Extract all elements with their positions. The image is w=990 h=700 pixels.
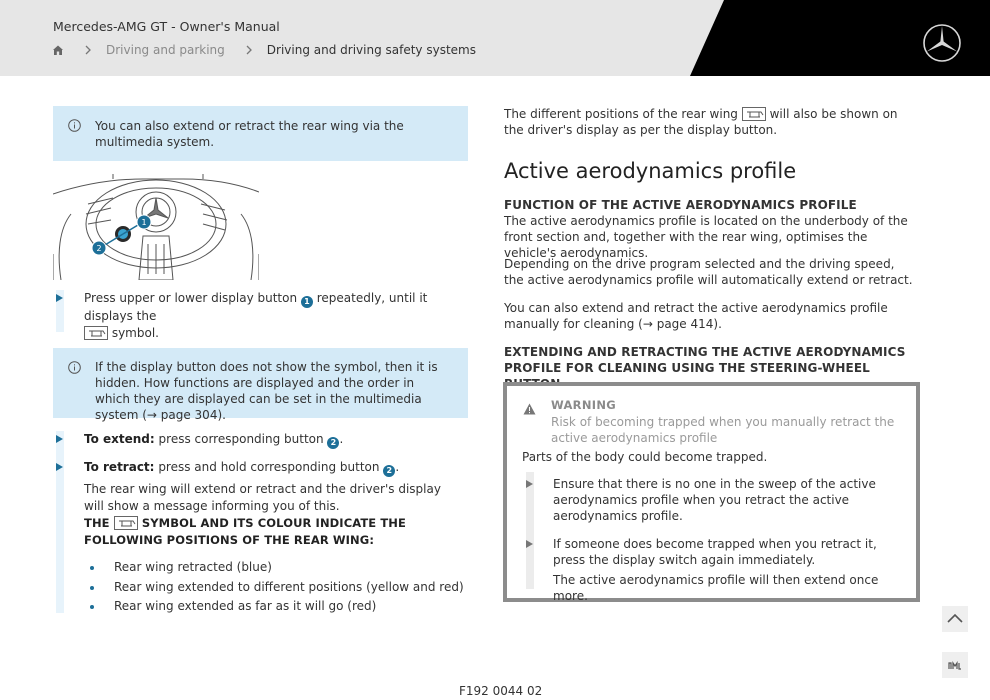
warning-risk: Risk of becoming trapped when you manually retract the active aerodynamics profile — [551, 415, 895, 445]
section-heading: Active aerodynamics profile — [504, 159, 797, 183]
info-icon — [68, 361, 81, 374]
warning-box — [503, 382, 920, 602]
steering-wheel-illustration — [53, 174, 259, 280]
chevron-up-icon — [942, 606, 968, 632]
warning-step-trapped: If someone does become trapped when you retract it, press the display switch again immediately. The active aerodynamics profile will then extend once more. — [526, 536, 896, 604]
warning-step-ensure: Ensure that there is no one in the sweep of the active aerodynamics profile when you retract the active aerodynamics profile. — [526, 476, 896, 524]
extending-heading: EXTENDING AND RETRACTING THE ACTIVE AERODYNAMICS PROFILE FOR CLEANING USING THE STEERING-WHEEL — [504, 345, 906, 375]
rear-wing-symbol-icon — [114, 516, 138, 530]
info-icon — [68, 119, 81, 132]
rear-wing-symbol-icon — [84, 326, 108, 340]
breadcrumb — [52, 42, 476, 58]
breadcrumb-item-driving-and-parking[interactable]: Driving and parking — [106, 43, 225, 57]
rear-wing-intro: The different positions of the rear wing will also be shown on the driver's display as per the display button. — [504, 107, 898, 137]
step-arrow-icon — [56, 294, 63, 302]
info-text: You can also extend or retract the rear wing via the multimedia system. — [95, 119, 404, 149]
home-icon[interactable] — [52, 44, 64, 56]
info-box-hidden-symbol — [53, 348, 468, 422]
button-badge-2: 2 — [327, 437, 339, 449]
step-arrow-icon — [56, 463, 63, 471]
page-number-icon — [942, 652, 968, 678]
illustration-badge-2: 2 — [96, 244, 102, 253]
info-box-multimedia — [53, 106, 468, 161]
chevron-right-icon — [84, 45, 92, 55]
warning-step-result: The active aerodynamics profile will then extend once more. — [553, 573, 879, 603]
warning-triangle-icon — [523, 403, 536, 415]
step-arrow-icon — [526, 540, 533, 548]
rear-wing-symbol-icon — [742, 107, 766, 121]
page-number-button[interactable] — [942, 652, 968, 678]
illustration-badge-1: 1 — [141, 218, 147, 227]
mercedes-star-icon[interactable] — [922, 23, 962, 63]
image-reference-code: F192 0044 02 — [459, 684, 543, 698]
list-item: Rear wing retracted (blue) — [88, 558, 464, 578]
breadcrumb-item-current: Driving and driving safety systems — [266, 43, 476, 57]
step-press-display-button: Press upper or lower display button 1 repeatedly, until it displays the symbol. — [56, 290, 466, 342]
retract-result-text: The rear wing will extend or retract and the driver's display will show a message informing you of this. — [84, 482, 441, 513]
function-heading: FUNCTION OF THE ACTIVE AERODYNAMICS PROFILE — [504, 198, 857, 212]
button-badge-1: 1 — [301, 296, 313, 308]
step-arrow-icon — [56, 435, 63, 443]
button-badge-2: 2 — [383, 465, 395, 477]
rear-wing-positions-list — [88, 558, 464, 617]
manual-cleaning-paragraph: You can also extend and retract the active aerodynamics profile manually for cleaning (→ page 414). — [504, 301, 888, 331]
info-text: If the display button does not show the symbol, then it is hidden. How functions are displayed and the order in which they are displayed can be set in the multimedia system (→ page 304). — [95, 360, 438, 422]
warning-parts: Parts of the body could become trapped. — [522, 450, 768, 464]
page-link-304[interactable]: → page 304 — [146, 408, 218, 422]
app-title: Mercedes-AMG GT - Owner's Manual — [53, 19, 280, 34]
step-to-retract: To retract: press and hold corresponding button 2 . The rear wing will extend or retract and the driver's display will show a message informing you of this. THE SYMBOL AND ITS COLOUR INDICATE THE FOLLOWING POSITIONS OF THE REAR WING: — [56, 459, 466, 549]
list-item: Rear wing extended to different positions (yellow and red) — [88, 578, 464, 598]
header-bar — [0, 0, 990, 76]
page-link-414[interactable]: → page 414 — [642, 317, 714, 331]
list-item: Rear wing extended as far as it will go (red) — [88, 597, 464, 617]
scroll-to-top-button[interactable] — [942, 606, 968, 632]
rear-wing-positions-heading: THE SYMBOL AND ITS COLOUR INDICATE THE FOLLOWING POSITIONS OF THE REAR WING: — [84, 516, 406, 547]
warning-title: WARNING — [551, 398, 616, 412]
step-arrow-icon — [526, 480, 533, 488]
drive-program-paragraph: Depending on the drive program selected and the driving speed, the active aerodynamics profile will automatically extend or retract. — [504, 257, 913, 287]
function-paragraph: The active aerodynamics profile is located on the underbody of the front section and, together with the rear wing, optimises the vehicle's aerodynamics. — [504, 214, 908, 260]
chevron-right-icon — [245, 45, 253, 55]
step-to-extend: To extend: press corresponding button 2 . — [56, 431, 466, 449]
